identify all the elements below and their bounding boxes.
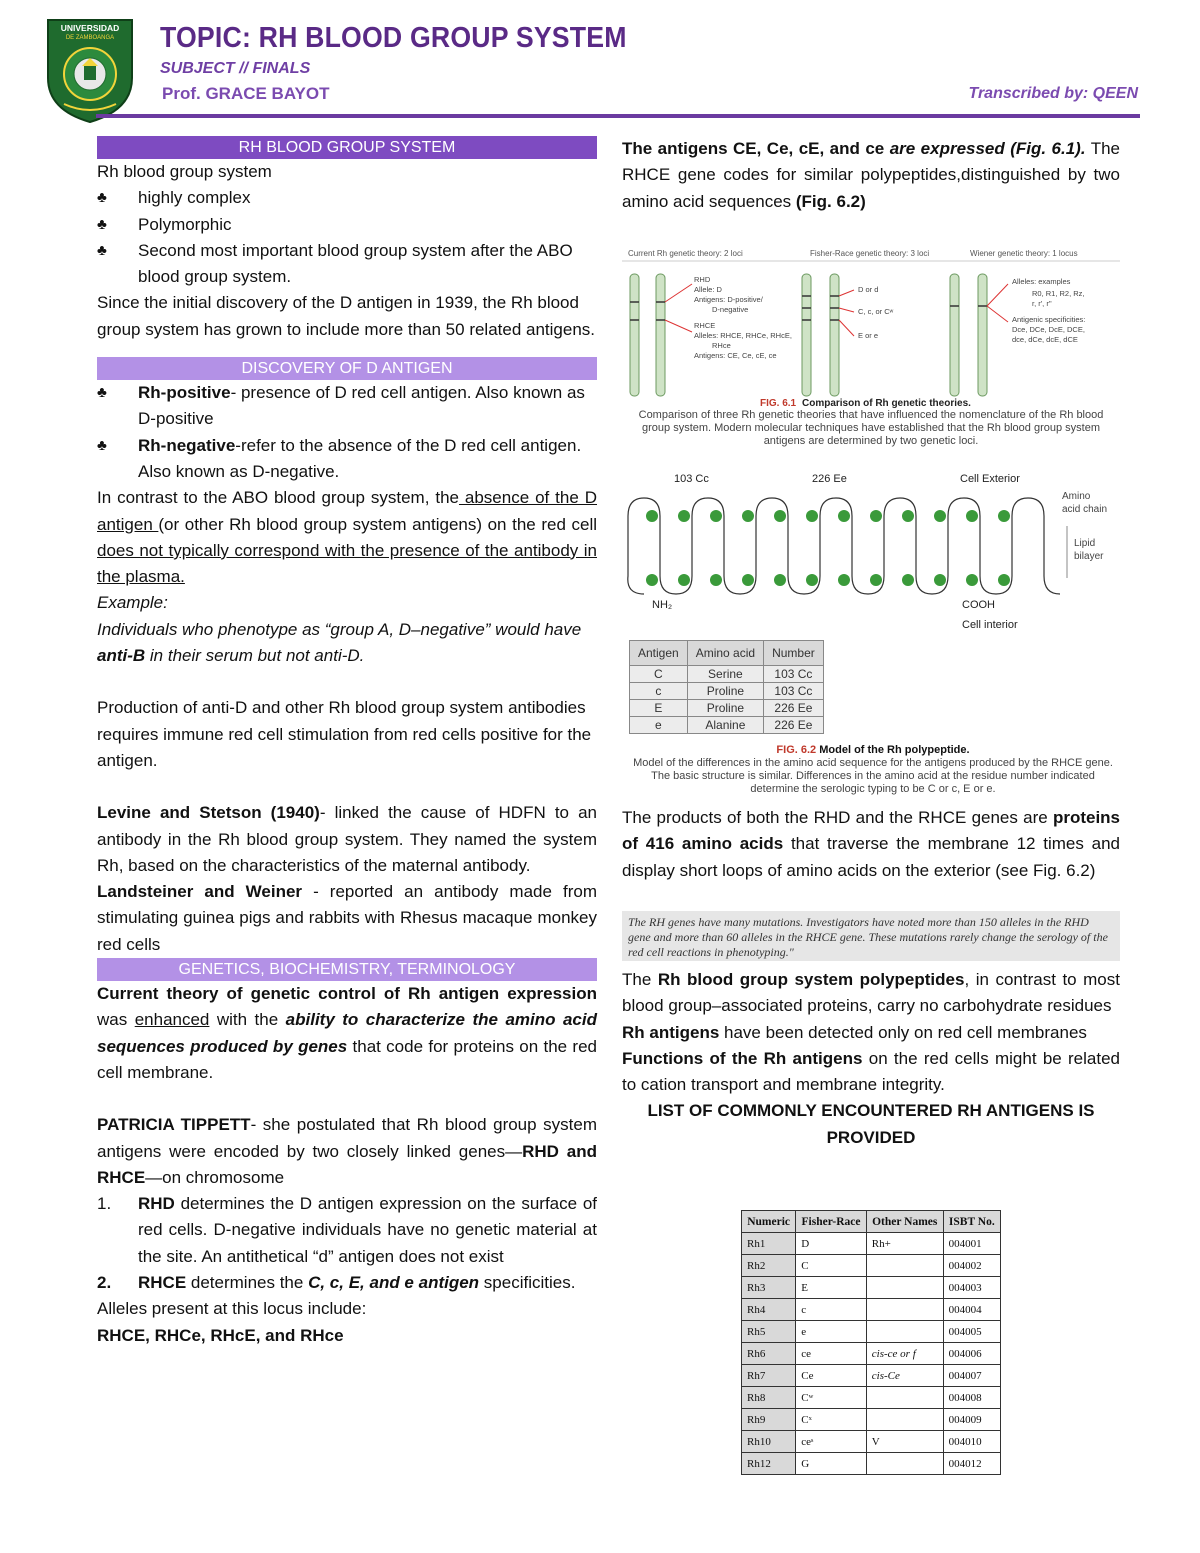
svg-text:Antigenic specificities:: Antigenic specificities: bbox=[1012, 315, 1086, 324]
table-cell: 004004 bbox=[943, 1299, 1000, 1321]
table-cell bbox=[866, 1453, 943, 1475]
table-header: ISBT No. bbox=[943, 1211, 1000, 1233]
paragraph: The Rh blood group system polypeptides, in contrast to most blood group–associated proteins, carry no carbohydrate residues bbox=[622, 970, 1120, 1016]
svg-text:Cell interior: Cell interior bbox=[962, 619, 1018, 631]
paragraph: Rh antigens have been detected only on red cell membranes bbox=[622, 1022, 1087, 1042]
table-row bbox=[742, 1255, 1001, 1277]
table-header: Numeric bbox=[742, 1211, 796, 1233]
university-logo bbox=[46, 18, 134, 124]
svg-text:Antigens: D-positive/: Antigens: D-positive/ bbox=[694, 295, 763, 304]
svg-text:RHD: RHD bbox=[694, 275, 711, 284]
table-row bbox=[742, 1321, 1001, 1343]
table-row: c Proline 103 Cc bbox=[630, 683, 824, 700]
table-cell: 004009 bbox=[943, 1409, 1000, 1431]
table-row bbox=[742, 1299, 1001, 1321]
table-cell: Cˣ bbox=[796, 1409, 867, 1431]
fig1-caption-title: Comparison of Rh genetic theories. bbox=[802, 398, 971, 409]
rh-antigen-table bbox=[741, 1210, 1001, 1475]
example-label: Example: bbox=[97, 593, 168, 613]
svg-text:Cell Exterior: Cell Exterior bbox=[960, 473, 1020, 485]
table-cell: 004008 bbox=[943, 1387, 1000, 1409]
paragraph: Landsteiner and Weiner - reported an antibody made from stimulating guinea pigs and rabbits with Rhesus macaque monkey red cells bbox=[97, 882, 597, 954]
bullet-item: ♣ highly complex bbox=[97, 185, 597, 211]
table-row bbox=[742, 1453, 1001, 1475]
bullet-item: ♣ Polymorphic bbox=[97, 212, 597, 238]
table-cell: Rh8 bbox=[742, 1387, 796, 1409]
svg-text:Antigens: CE, Ce, cE, ce: Antigens: CE, Ce, cE, ce bbox=[694, 351, 777, 360]
club-bullet-icon: ♣ bbox=[97, 436, 107, 454]
svg-text:D or d: D or d bbox=[858, 285, 879, 294]
transcriber-credit: Transcribed by: QEEN bbox=[968, 85, 1138, 102]
table-cell bbox=[866, 1321, 943, 1343]
svg-text:RHCE: RHCE bbox=[694, 321, 716, 330]
page-title: TOPIC: RH BLOOD GROUP SYSTEM bbox=[160, 22, 627, 54]
svg-text:E or e: E or e bbox=[858, 331, 879, 340]
table-cell: V bbox=[866, 1431, 943, 1453]
svg-text:bilayer: bilayer bbox=[1074, 551, 1104, 562]
paragraph: Alleles present at this locus include: bbox=[97, 1299, 367, 1319]
table-cell bbox=[866, 1409, 943, 1431]
paragraph: The antigens CE, Ce, cE, and ce are expressed (Fig. 6.1). The RHCE gene codes for similar polypeptides,distinguished by two amino acid sequences (Fig. 6.2) bbox=[622, 139, 1120, 211]
svg-text:Allele: D: Allele: D bbox=[694, 285, 722, 294]
table-row bbox=[742, 1431, 1001, 1453]
professor-line: Prof. GRACE BAYOT bbox=[162, 84, 330, 103]
table-cell: ceˢ bbox=[796, 1431, 867, 1453]
table-cell: G bbox=[796, 1453, 867, 1475]
table-cell: Rh12 bbox=[742, 1453, 796, 1475]
svg-text:Dce, DCe, DcE, DCE,: Dce, DCe, DcE, DCE, bbox=[1012, 325, 1085, 334]
table-row bbox=[742, 1277, 1001, 1299]
table-cell: D bbox=[796, 1233, 867, 1255]
fig2-amino-acid-table: Antigen Amino acid Number C Serine 103 Cc c Proline 103 Cc E Proline 226 Ee e Alanine 226 Ee bbox=[629, 640, 824, 734]
svg-text:103 Cc: 103 Cc bbox=[674, 473, 709, 485]
fig1-heading: Fisher-Race genetic theory: 3 loci bbox=[810, 249, 930, 258]
table-header: Other Names bbox=[866, 1211, 943, 1233]
header-divider bbox=[96, 114, 1140, 118]
bullet-item: ♣ Rh-positive- presence of D red cell antigen. Also known as D-positive bbox=[97, 380, 597, 433]
club-bullet-icon: ♣ bbox=[97, 241, 107, 259]
subject-line: SUBJECT // FINALS bbox=[160, 60, 311, 77]
table-cell bbox=[866, 1255, 943, 1277]
table-cell: 004006 bbox=[943, 1343, 1000, 1365]
table-row: E Proline 226 Ee bbox=[630, 700, 824, 717]
club-bullet-icon: ♣ bbox=[97, 384, 107, 402]
numbered-item: 2. RHCE determines the C, c, E, and e antigen specificities. bbox=[97, 1272, 576, 1292]
table-row: C Serine 103 Cc bbox=[630, 666, 824, 683]
table-cell: cis-Ce bbox=[866, 1365, 943, 1387]
table-cell: Rh1 bbox=[742, 1233, 796, 1255]
table-row bbox=[742, 1387, 1001, 1409]
svg-text:dce, dCe, dcE, dCE: dce, dCe, dcE, dCE bbox=[1012, 335, 1078, 344]
svg-text:Alleles: RHCE, RHCe, RHcE,: Alleles: RHCE, RHCe, RHcE, bbox=[694, 331, 792, 340]
right-text-block bbox=[622, 967, 1120, 1151]
paragraph: Rh blood group system bbox=[97, 162, 272, 181]
section-header-discovery: DISCOVERY OF D ANTIGEN bbox=[97, 357, 597, 380]
table-cell: 004010 bbox=[943, 1431, 1000, 1453]
svg-text:C, c, or Cʷ: C, c, or Cʷ bbox=[858, 307, 894, 316]
table-cell: Rh7 bbox=[742, 1365, 796, 1387]
table-row bbox=[742, 1343, 1001, 1365]
section-header-rh-system: RH BLOOD GROUP SYSTEM bbox=[97, 136, 597, 159]
table-row: e Alanine 226 Ee bbox=[630, 717, 824, 734]
mutation-note: The RH genes have many mutations. Investigators have noted more than 150 alleles in the RHD gene and more than 60 alleles in the RHCE gene. These mutations rarely change the serology of the red cell reactions in phenotyping." bbox=[622, 911, 1120, 961]
table-cell bbox=[866, 1299, 943, 1321]
fig1-caption-number: FIG. 6.1 bbox=[760, 398, 797, 409]
paragraph: In contrast to the ABO blood group system, the absence of the D antigen (or other Rh blood group system antigens) on the red cell does not typically correspond with the presence of the antibody in the plasma. bbox=[97, 488, 597, 587]
svg-text:Amino: Amino bbox=[1062, 491, 1091, 502]
paragraph: PATRICIA TIPPETT- she postulated that Rh blood group system antigens were encoded by two closely linked genes—RHD and RHCE—on chromosome bbox=[97, 1115, 597, 1187]
figure-rh-polypeptide-model bbox=[622, 466, 1120, 636]
svg-text:NH₂: NH₂ bbox=[652, 599, 673, 611]
club-bullet-icon: ♣ bbox=[97, 215, 107, 233]
table-cell: E bbox=[796, 1277, 867, 1299]
section-header-genetics: GENETICS, BIOCHEMISTRY, TERMINOLOGY bbox=[97, 958, 597, 981]
svg-text:RHce: RHce bbox=[712, 341, 731, 350]
numbered-item: 1. RHD determines the D antigen expression on the surface of red cells. D-negative individuals have no genetic material at the site. An antithetical “d” antigen does not exist bbox=[97, 1194, 597, 1266]
svg-text:COOH: COOH bbox=[962, 599, 995, 611]
table-cell: Rh9 bbox=[742, 1409, 796, 1431]
svg-text:DE ZAMBOANGA: DE ZAMBOANGA bbox=[65, 35, 115, 41]
table-cell: Rh2 bbox=[742, 1255, 796, 1277]
table-cell bbox=[866, 1277, 943, 1299]
table-cell: Rh6 bbox=[742, 1343, 796, 1365]
table-cell: 004005 bbox=[943, 1321, 1000, 1343]
table-cell: 004012 bbox=[943, 1453, 1000, 1475]
svg-text:D-negative: D-negative bbox=[712, 305, 749, 314]
paragraph: Levine and Stetson (1940)- linked the cause of HDFN to an antibody in the Rh blood group system. They named the system Rh, based on the characteristics of the maternal antibody. bbox=[97, 803, 597, 875]
table-cell: 004007 bbox=[943, 1365, 1000, 1387]
bullet-item: ♣ Rh-negative-refer to the absence of the D red cell antigen. Also known as D-negative. bbox=[97, 433, 597, 486]
fig1-caption-body: Comparison of three Rh genetic theories that have influenced the nomenclature of the Rh blood group system. Modern molecular techniques have established that the Rh blood group system antigens are determined by two genetic loci. bbox=[638, 409, 1104, 447]
table-cell: e bbox=[796, 1321, 867, 1343]
table-cell: Rh5 bbox=[742, 1321, 796, 1343]
svg-text:r, r', r'': r, r', r'' bbox=[1032, 299, 1052, 308]
fig1-heading: Current Rh genetic theory: 2 loci bbox=[628, 249, 743, 258]
table-cell: Cʷ bbox=[796, 1387, 867, 1409]
table-cell: Ce bbox=[796, 1365, 867, 1387]
table-row bbox=[742, 1409, 1001, 1431]
left-column bbox=[97, 136, 597, 1349]
table-cell: Rh10 bbox=[742, 1431, 796, 1453]
paragraph: Functions of the Rh antigens on the red cells might be related to cation transport and membrane integrity. bbox=[622, 1048, 1120, 1095]
fig1-heading: Wiener genetic theory: 1 locus bbox=[970, 249, 1078, 258]
table-cell: 004003 bbox=[943, 1277, 1000, 1299]
fig2-caption-body: Model of the differences in the amino acid sequence for the antigens produced by the RHCE gene. The basic structure is similar. Differences in the amino acid at the residue number indicated determine the serologic typing to be C or c, E or e. bbox=[633, 757, 1113, 795]
table-cell: 004002 bbox=[943, 1255, 1000, 1277]
svg-text:UNIVERSIDAD: UNIVERSIDAD bbox=[60, 23, 120, 33]
example-text: Individuals who phenotype as “group A, D–negative” would have anti-B in their serum but not anti-D. bbox=[97, 619, 582, 666]
table-row bbox=[742, 1365, 1001, 1387]
table-header: Fisher-Race bbox=[796, 1211, 867, 1233]
club-bullet-icon: ♣ bbox=[97, 189, 107, 207]
alleles-list: RHCE, RHCe, RHcE, and RHce bbox=[97, 1325, 344, 1345]
svg-text:Lipid: Lipid bbox=[1074, 538, 1096, 549]
table-cell: C bbox=[796, 1255, 867, 1277]
svg-text:acid chain: acid chain bbox=[1062, 504, 1108, 515]
table-cell: 004001 bbox=[943, 1233, 1000, 1255]
table-cell: cis-ce or f bbox=[866, 1343, 943, 1365]
figure-rh-genetic-theories bbox=[622, 244, 1120, 450]
fig2-caption: FIG. 6.2 Model of the Rh polypeptide. bbox=[776, 744, 970, 756]
table-cell: Rh3 bbox=[742, 1277, 796, 1299]
svg-text:Alleles: examples: Alleles: examples bbox=[1012, 277, 1071, 286]
table-cell: ce bbox=[796, 1343, 867, 1365]
table-cell: Rh4 bbox=[742, 1299, 796, 1321]
paragraph: Production of anti-D and other Rh blood group system antibodies requires immune red cell stimulation from red cells positive for the antigen. bbox=[97, 698, 592, 770]
table-cell: Rh+ bbox=[866, 1233, 943, 1255]
table-cell: c bbox=[796, 1299, 867, 1321]
svg-text:R0, R1, R2, Rz,: R0, R1, R2, Rz, bbox=[1032, 289, 1085, 298]
list-heading: LIST OF COMMONLY ENCOUNTERED RH ANTIGENS IS PROVIDED bbox=[647, 1101, 1095, 1147]
paragraph: The products of both the RHD and the RHCE genes are proteins of 416 amino acids that traverse the membrane 12 times and display short loops of amino acids on the exterior (see Fig. 6.2) bbox=[622, 808, 1120, 880]
paragraph: Since the initial discovery of the D antigen in 1939, the Rh blood group system has grown to include more than 50 related antigens. bbox=[97, 293, 596, 339]
svg-text:226 Ee: 226 Ee bbox=[812, 473, 847, 485]
paragraph: Current theory of genetic control of Rh antigen expression was enhanced with the ability to characterize the amino acid sequences produced by genes that code for proteins on the red cell membrane. bbox=[97, 984, 597, 1082]
table-row bbox=[742, 1233, 1001, 1255]
bullet-item: ♣ Second most important blood group system after the ABO blood group system. bbox=[97, 238, 597, 291]
table-cell bbox=[866, 1387, 943, 1409]
